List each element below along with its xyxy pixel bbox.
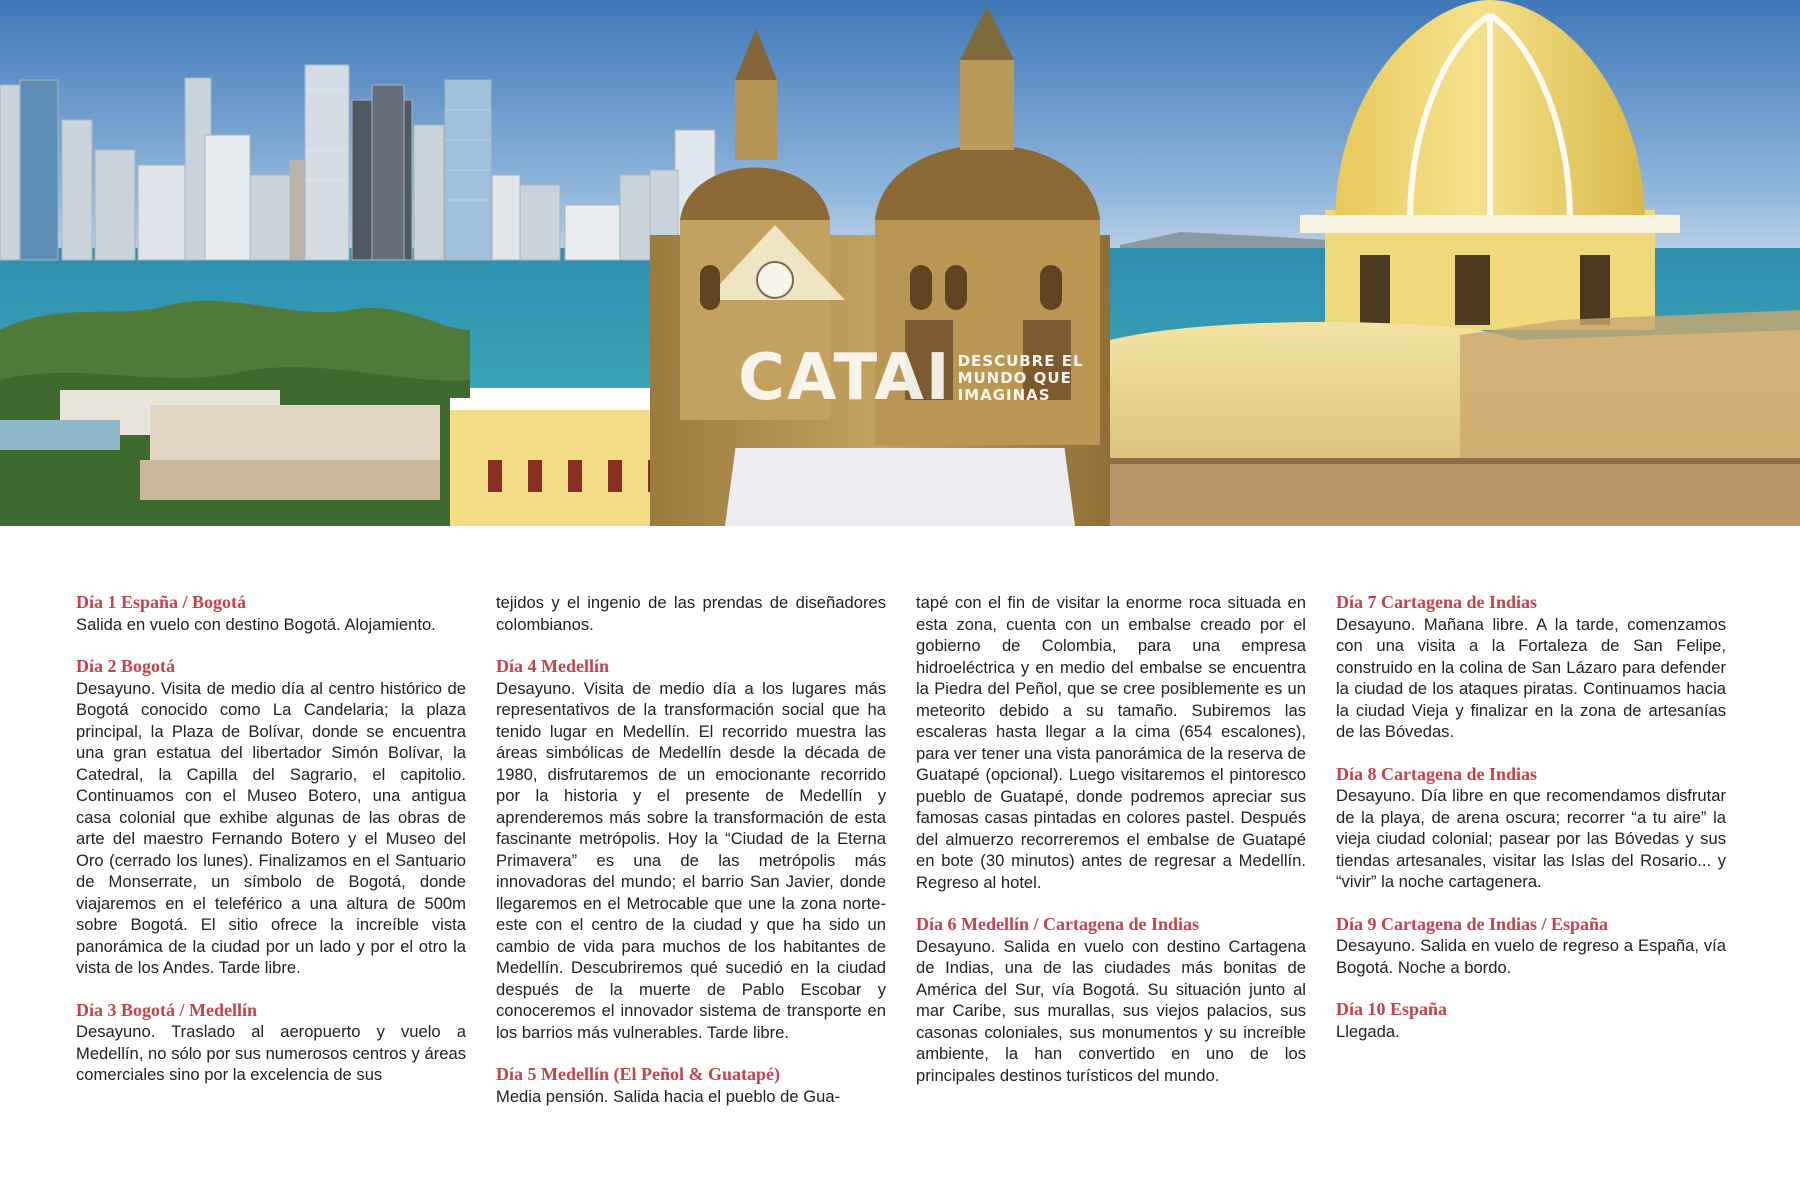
day-title: Día 3 Bogotá / Medellín	[76, 999, 257, 1020]
day-5-continuation: tapé con el fin de visitar la enorme roca situada en esta zona, cuenta con un embalse creado por el gobierno de Colombia, para una empresa hidroeléctrica y en medio del embalse se encuentra la Piedra del Peñol, que se cree posiblemente es un meteorito debido a su tamaño. Subiremos las escaleras hasta llegar a la cima (654 escalones), para ver tener una vista panorámica de la reserva de Guatapé (opcional). Luego visitaremos el pintoresco pueblo de Guatapé, donde podremos apreciar sus famosas casas pintadas en colores pastel. Después del almuerzo recorreremos el embalse de Guatapé en bote (30 minutos) antes de regresar a Medellín. Regreso al hotel.	[916, 593, 1306, 892]
day-entry-2	[76, 656, 466, 979]
day-title: Día 4 Medellín	[496, 656, 609, 676]
day-description: Desayuno. Salida en vuelo con destino Cartagena de Indias, una de las ciudades más bonitas de América del Sur, vía Bogotá. Su situación junto al mar Caribe, sus murallas, sus viejos palacios, sus casonas coloniales, sus monumentos y su increíble ambiente, la han convertido en uno de los principales destinos turísticos del mundo.	[916, 936, 1306, 1085]
day-3-continuation: tejidos y el ingenio de las prendas de diseñadores colombianos.	[496, 593, 886, 634]
brand-tagline	[958, 353, 1088, 404]
itinerary-column-1	[76, 592, 466, 1107]
itinerary-columns	[76, 592, 1726, 1152]
day-description: Desayuno. Visita de medio día a los lugares más representativos de la transformación social que ha tenido lugar en Medellín. El recorrido muestra las áreas simbólicas de Medellín desde la década de 1980, disfrutaremos de un emocionante recorrido por la historia y el presente de Medellín y aprenderemos más sobre la transformación de esta fascinante metrópolis. Hoy la “Ciudad de la Eterna Primavera” es una de las metrópolis más innovadoras del mundo; el barrio San Javier, donde llegaremos en el Metrocable que une la zona norte-este con el centro de la ciudad y que ha sido un cambio de vida para muchos de los habitantes de Medellín. Descubriremos qué sucedió en la ciudad después de la muerte de Pablo Escobar y conoceremos el innovador sistema de transporte en los barrios más vulnerables. Tarde libre.	[496, 678, 886, 1042]
day-title: Día 10 España	[1336, 999, 1448, 1019]
day-entry-3	[76, 1000, 466, 1086]
day-description: Desayuno. Salida en vuelo de regreso a España, vía Bogotá. Noche a bordo.	[1336, 936, 1726, 977]
day-entry-10	[1336, 999, 1726, 1042]
day-description: Llegada.	[1336, 1021, 1400, 1041]
catai-brand	[738, 341, 1088, 415]
day-description: Media pensión. Salida hacia el pueblo de Gua-	[496, 1086, 841, 1106]
itinerary-column-2	[496, 592, 886, 1128]
day-description: Desayuno. Mañana libre. A la tarde, comenzamos con una visita a la Fortaleza de San Felipe, construido en la colina de San Lázaro para defender la ciudad de los ataques piratas. Continuamos hacia la ciudad Vieja y finalizar en la zona de artesanías de las Bóvedas.	[1336, 614, 1726, 741]
day-entry-9	[1336, 914, 1726, 979]
day-description: Desayuno. Día libre en que recomendamos disfrutar de la playa, de arena oscura; recorrer “a tu aire” la vieja ciudad colonial; pasear por las Bóvedas y sus tiendas artesanales, visitar las Islas del Rosario... y “vivir” la noche cartagenera.	[1336, 786, 1726, 891]
day-entry-4	[496, 656, 886, 1043]
header-tab-shape	[725, 448, 1075, 526]
day-title: Día 9 Cartagena de Indias / España	[1336, 913, 1609, 934]
day-entry-5	[496, 1064, 886, 1107]
day-description: Salida en vuelo con destino Bogotá. Alojamiento.	[76, 614, 436, 634]
day-entry-6	[916, 914, 1306, 1086]
hero-photo	[0, 0, 1800, 526]
tagline-line: DESCUBRE EL	[957, 351, 1084, 370]
day-title: Día 5 Medellín (El Peñol & Guatapé)	[496, 1064, 780, 1084]
catai-logo: CATAI	[738, 341, 952, 415]
day-description: Desayuno. Traslado al aeropuerto y vuelo a Medellín, no sólo por sus numerosos centros y áreas comerciales sino por la excelencia de sus	[76, 1022, 466, 1084]
day-title: Día 6 Medellín / Cartagena de Indias	[916, 914, 1200, 934]
day-description: Desayuno. Visita de medio día al centro histórico de Bogotá conocido como La Candelaria; la plaza principal, la Plaza de Bolívar, donde se encuentra una gran estatua del libertador Simón Bolívar, la Catedral, la Capilla del Sagrario, el capitolio. Continuamos con el Museo Botero, una antigua casa colonial que exhibe algunas de las obras de arte del maestro Fernando Botero y el Museo del Oro (cerrado los lunes). Finalizamos en el Santuario de Monserrate, un símbolo de Bogotá, donde viajaremos en el teleférico a una altura de 500m sobre Bogotá. El sitio ofrece la increíble vista panorámica de la ciudad por un lado y por el otro la vista de los Andes. Tarde libre.	[76, 678, 466, 977]
cartagena-skyline-illustration	[0, 0, 1800, 526]
day-entry-8	[1336, 764, 1726, 893]
day-title: Día 2 Bogotá	[76, 656, 175, 676]
day-entry-7	[1336, 592, 1726, 743]
day-title: Día 8 Cartagena de Indias	[1336, 763, 1538, 784]
day-title: Día 7 Cartagena de Indias	[1336, 592, 1538, 612]
itinerary-column-3	[916, 592, 1306, 1107]
tagline-line: MUNDO QUE	[957, 368, 1072, 387]
day-title: Día 1 España / Bogotá	[76, 592, 247, 612]
itinerary-column-4	[1336, 592, 1726, 1063]
tagline-line: IMAGINAS	[957, 385, 1051, 404]
day-entry-1	[76, 592, 466, 635]
